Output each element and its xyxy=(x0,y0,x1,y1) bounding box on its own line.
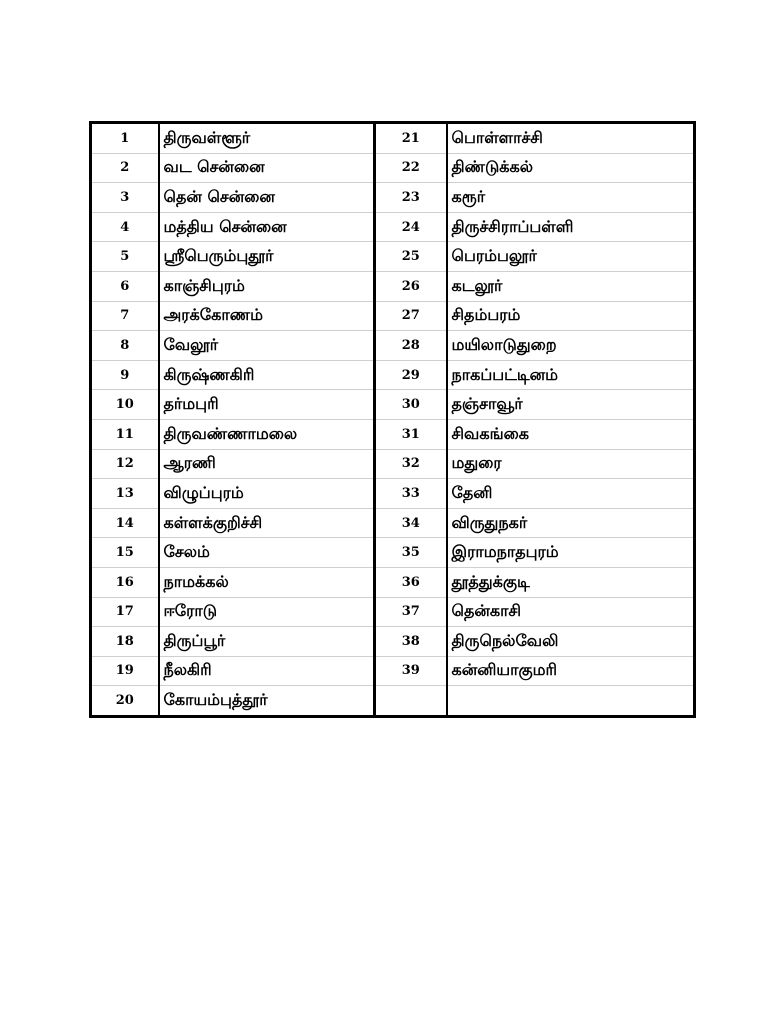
row-number-left: 13 xyxy=(91,479,159,509)
row-number-left: 7 xyxy=(91,301,159,331)
table-row xyxy=(91,538,695,568)
row-number-right: 29 xyxy=(375,360,447,390)
row-number-left: 18 xyxy=(91,627,159,657)
row-number-left: 5 xyxy=(91,242,159,272)
row-number-right xyxy=(375,686,447,717)
row-number-left: 16 xyxy=(91,567,159,597)
row-number-right: 36 xyxy=(375,567,447,597)
table-row xyxy=(91,123,695,154)
district-name-right: நாகப்பட்டினம் xyxy=(447,360,695,390)
row-number-left: 11 xyxy=(91,419,159,449)
district-name-right: கரூர் xyxy=(447,183,695,213)
row-number-right: 28 xyxy=(375,331,447,361)
district-name-left: வேலூர் xyxy=(159,331,375,361)
table-row xyxy=(91,656,695,686)
district-name-left: தர்மபுரி xyxy=(159,390,375,420)
district-name-left: திருவண்ணாமலை xyxy=(159,419,375,449)
row-number-left: 3 xyxy=(91,183,159,213)
row-number-left: 10 xyxy=(91,390,159,420)
district-name-left: தென் சென்னை xyxy=(159,183,375,213)
district-name-right: திருநெல்வேலி xyxy=(447,627,695,657)
district-name-right: இராமநாதபுரம் xyxy=(447,538,695,568)
row-number-left: 20 xyxy=(115,693,134,709)
table-row xyxy=(91,597,695,627)
row-number-right: 33 xyxy=(375,479,447,509)
table-row xyxy=(91,508,695,538)
district-name-left: ஆரணி xyxy=(159,449,375,479)
table-row xyxy=(91,212,695,242)
districts-table xyxy=(89,121,696,718)
row-number-right: 22 xyxy=(375,153,447,183)
district-name-right: சிவகங்கை xyxy=(447,419,695,449)
district-name-left: காஞ்சிபுரம் xyxy=(159,271,375,301)
table-row xyxy=(91,183,695,213)
district-name-right: கடலூர் xyxy=(447,271,695,301)
district-name-right: விருதுநகர் xyxy=(447,508,695,538)
row-number-right: 23 xyxy=(375,183,447,213)
district-name-right: மயிலாடுதுறை xyxy=(447,331,695,361)
district-name-right: மதுரை xyxy=(447,449,695,479)
table-row xyxy=(91,331,695,361)
row-number-left: 6 xyxy=(91,271,159,301)
district-name-right: தூத்துக்குடி xyxy=(447,567,695,597)
row-number-right: 39 xyxy=(375,656,447,686)
table-row xyxy=(91,153,695,183)
district-name-left: திருப்பூர் xyxy=(159,627,375,657)
district-name-left: கள்ளக்குறிச்சி xyxy=(159,508,375,538)
row-number-left: 2 xyxy=(91,153,159,183)
district-name-left: ஸ்ரீபெரும்புதூர் xyxy=(159,242,375,272)
district-name-left: மத்திய சென்னை xyxy=(159,212,375,242)
district-name-left: கிருஷ்ணகிரி xyxy=(159,360,375,390)
row-number-left: 8 xyxy=(91,331,159,361)
row-number-right: 31 xyxy=(375,419,447,449)
district-name-left: ஈரோடு xyxy=(159,597,375,627)
district-name-right: திருச்சிராப்பள்ளி xyxy=(447,212,695,242)
table-row xyxy=(91,567,695,597)
district-name-right: கன்னியாகுமரி xyxy=(447,656,695,686)
district-name-left: கோயம்புத்தூர் xyxy=(159,686,375,717)
district-name-left: நாமக்கல் xyxy=(159,567,375,597)
district-name-left: அரக்கோணம் xyxy=(159,301,375,331)
row-number-left: 15 xyxy=(91,538,159,568)
row-number-left: 19 xyxy=(91,656,159,686)
district-name-right: பொள்ளாச்சி xyxy=(447,123,695,154)
table-row xyxy=(91,419,695,449)
district-name-right xyxy=(447,686,695,717)
table-row xyxy=(91,449,695,479)
district-name-right: தேனி xyxy=(447,479,695,509)
districts-table-body xyxy=(91,123,695,717)
row-number-right: 38 xyxy=(375,627,447,657)
district-name-right: பெரம்பலூர் xyxy=(447,242,695,272)
table-row xyxy=(91,479,695,509)
table-row xyxy=(91,390,695,420)
row-number-left: 1 xyxy=(91,123,159,154)
table-row xyxy=(91,686,695,717)
row-number-left: 12 xyxy=(91,449,159,479)
district-name-right: தென்காசி xyxy=(447,597,695,627)
row-number-right: 35 xyxy=(375,538,447,568)
table-row xyxy=(91,242,695,272)
row-number-left: 14 xyxy=(91,508,159,538)
row-number-right: 26 xyxy=(375,271,447,301)
district-name-left: சேலம் xyxy=(159,538,375,568)
table-row xyxy=(91,301,695,331)
row-number-right: 25 xyxy=(375,242,447,272)
row-number-right: 34 xyxy=(375,508,447,538)
district-name-left: வட சென்னை xyxy=(159,153,375,183)
row-number-right: 24 xyxy=(375,212,447,242)
district-name-right: திண்டுக்கல் xyxy=(447,153,695,183)
district-name-right: சிதம்பரம் xyxy=(447,301,695,331)
district-name-left: நீலகிரி xyxy=(159,656,375,686)
row-number-left: 4 xyxy=(91,212,159,242)
row-number-left: 9 xyxy=(91,360,159,390)
row-number-left: 17 xyxy=(91,597,159,627)
row-number-right: 37 xyxy=(375,597,447,627)
district-name-left: திருவள்ளூர் xyxy=(159,123,375,154)
district-name-right: தஞ்சாவூர் xyxy=(447,390,695,420)
row-number-right: 27 xyxy=(375,301,447,331)
table-row xyxy=(91,360,695,390)
table-row xyxy=(91,627,695,657)
district-name-left: விழுப்புரம் xyxy=(159,479,375,509)
row-number-right: 30 xyxy=(375,390,447,420)
row-number-right: 21 xyxy=(375,123,447,154)
row-number-right: 32 xyxy=(375,449,447,479)
table-row xyxy=(91,271,695,301)
